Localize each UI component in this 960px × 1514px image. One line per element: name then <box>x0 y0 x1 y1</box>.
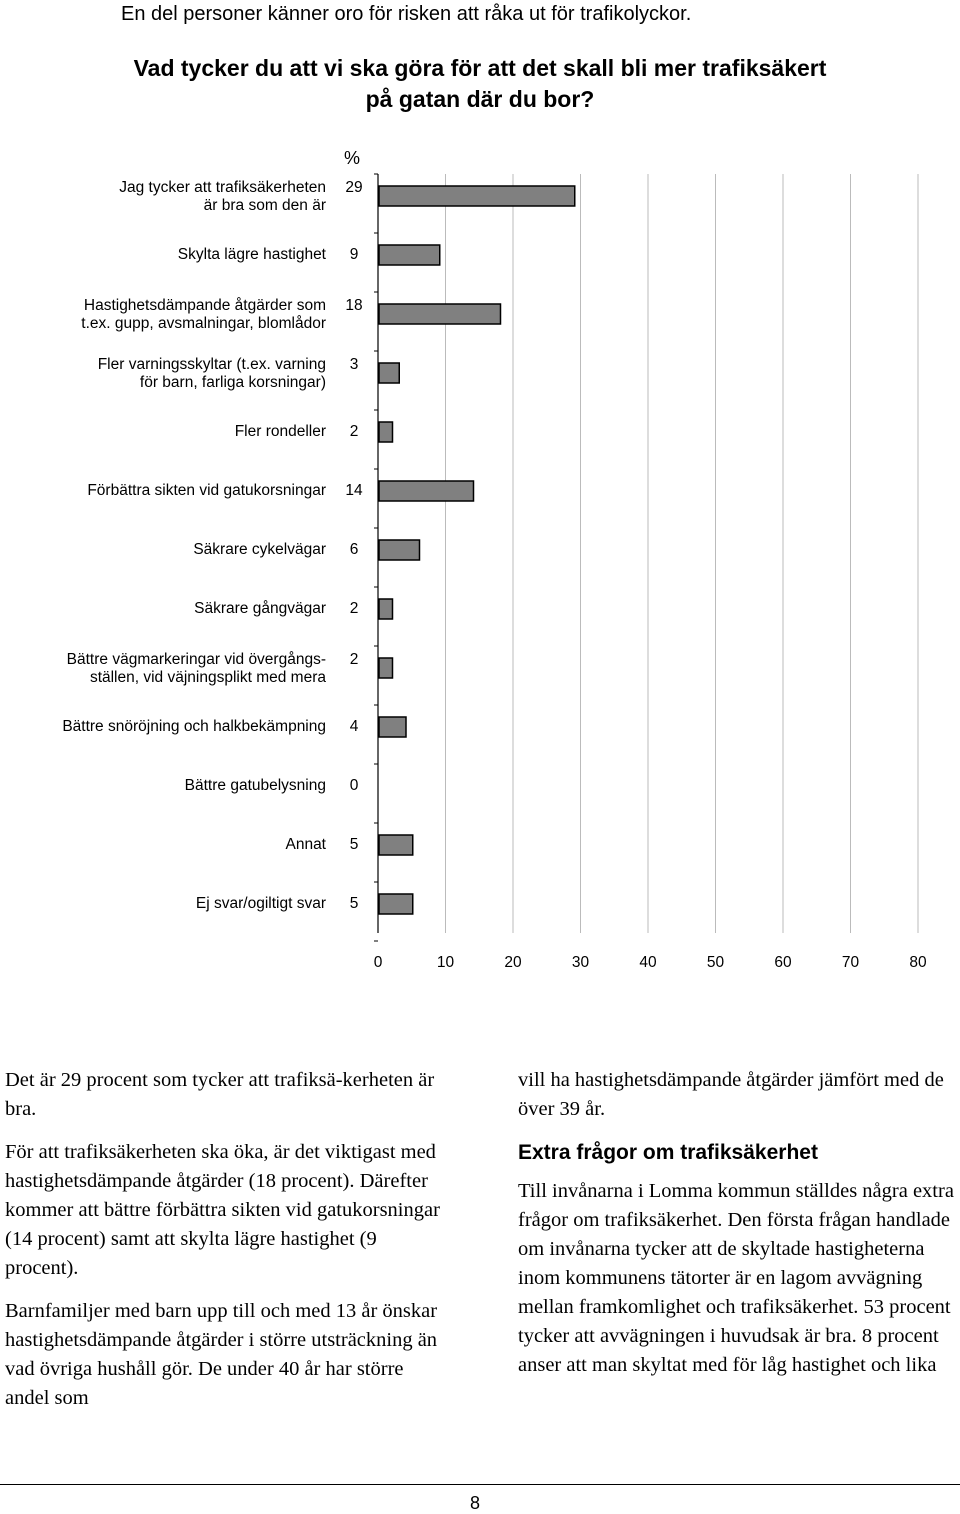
x-tick-label: 70 <box>841 954 860 971</box>
page-number: 8 <box>470 1493 481 1513</box>
body-paragraph: Det är 29 procent som tycker att trafiksä-kerheten är bra. <box>5 1069 435 1120</box>
x-tick-label: 40 <box>639 954 657 971</box>
bar-value-label: 0 <box>349 777 359 794</box>
x-tick-label: 0 <box>373 954 383 971</box>
category-label <box>119 179 326 215</box>
category-label-line: t.ex. gupp, avsmalningar, blomlådor <box>81 315 326 332</box>
body-paragraph: Till invånarna i Lomma kommun ställdes några extra frågor om trafiksäkerhet. Den första frågan handlade om invånarna tycker att de skyltade hastigheterna inom kommunens tätorter är en lagom avvägning mellan framkomlighet och trafiksäkerhet. 53 procent tycker att avvägningen i huvudsak är bra. 8 procent anser att man skyltat med för låg hastighet och lika <box>518 1180 954 1376</box>
bar <box>379 658 393 678</box>
bar-value-label: 9 <box>349 246 359 263</box>
category-label <box>81 297 326 333</box>
body-paragraph: vill ha hastighetsdämpande åtgärder jämfört med de över 39 år. <box>518 1069 944 1120</box>
bar-value-label: 2 <box>349 423 359 440</box>
category-label-line: Bättre snöröjning och halkbekämpning <box>62 718 326 735</box>
x-tick-label: 60 <box>774 954 792 971</box>
category-label-line: Jag tycker att trafiksäkerheten <box>119 179 326 196</box>
section-heading: Extra frågor om trafiksäkerhet <box>518 1141 818 1164</box>
category-label <box>194 600 326 618</box>
x-tick-label: 30 <box>571 954 590 971</box>
bar <box>379 894 413 914</box>
bar-value-label: 2 <box>349 651 359 668</box>
category-label <box>193 541 326 559</box>
category-label-line: Fler varningsskyltar (t.ex. varning <box>97 356 326 373</box>
intro-text: En del personer känner oro för risken att råka ut för trafikolyckor. <box>121 3 692 25</box>
category-label <box>235 423 326 441</box>
category-label-line: Skylta lägre hastighet <box>177 246 326 263</box>
category-label-line: Hastighetsdämpande åtgärder som <box>83 297 326 314</box>
bar <box>379 481 474 501</box>
bar <box>379 363 399 383</box>
bar-value-label: 5 <box>349 895 359 912</box>
bar-value-label: 6 <box>349 541 359 558</box>
category-label-line: för barn, farliga korsningar) <box>139 374 326 391</box>
bar-value-label: 29 <box>345 179 363 196</box>
category-label <box>67 651 326 687</box>
category-label <box>98 356 326 392</box>
x-tick-label: 50 <box>706 954 725 971</box>
category-label <box>178 246 326 264</box>
category-label-line: är bra som den är <box>203 197 326 214</box>
bar <box>379 599 393 619</box>
category-label-line: Ej svar/ogiltigt svar <box>195 895 326 912</box>
x-tick-label: 80 <box>909 954 927 971</box>
bar <box>379 304 501 324</box>
bar <box>379 835 413 855</box>
category-label <box>87 482 326 500</box>
category-label <box>185 777 326 795</box>
body-column-left <box>5 1066 450 1427</box>
question-heading: Vad tycker du att vi ska göra för att det skall bli mer trafiksäkert på gatan där du bor? <box>133 55 827 112</box>
body-paragraph: Barnfamiljer med barn upp till och med 13 år önskar hastighetsdämpande åtgärder i större utsträckning än vad övriga hushåll gör. De under 40 år har större andel som <box>5 1300 438 1409</box>
category-label-line: Säkrare gångvägar <box>194 600 326 617</box>
category-label-line: Bättre gatubelysning <box>184 777 326 794</box>
bar <box>379 422 393 442</box>
bar-value-label: 18 <box>345 297 363 314</box>
x-tick-label: 20 <box>504 954 522 971</box>
bar <box>379 186 575 206</box>
category-label-line: Fler rondeller <box>234 423 326 440</box>
bar-value-label: 4 <box>349 718 359 735</box>
category-label-line: ställen, vid väjningsplikt med mera <box>89 669 326 686</box>
bar <box>379 717 406 737</box>
category-label-line: Bättre vägmarkeringar vid övergångs- <box>66 651 326 668</box>
value-column-header: % <box>344 148 361 168</box>
category-label <box>196 895 326 913</box>
body-column-right <box>518 1066 958 1394</box>
bar-value-label: 3 <box>349 356 359 373</box>
category-label-line: Säkrare cykelvägar <box>193 541 326 558</box>
category-label <box>285 836 326 854</box>
bar <box>379 540 420 560</box>
body-paragraph: För att trafiksäkerheten ska öka, är det viktigast med hastighetsdämpande åtgärder (18 procent). Därefter kommer att bättre förbättra sikten vid gatukorsningar (14 procent) samt att skylta lägre hastighet (9 procent). <box>5 1141 440 1279</box>
bar-value-label: 2 <box>349 600 359 617</box>
footer-divider <box>0 1484 960 1485</box>
category-label <box>62 718 326 736</box>
bar <box>379 245 440 265</box>
bar-value-label: 14 <box>345 482 363 499</box>
category-label-line: Förbättra sikten vid gatukorsningar <box>87 482 326 499</box>
x-tick-label: 10 <box>436 954 455 971</box>
category-label-line: Annat <box>285 836 326 853</box>
bar-value-label: 5 <box>349 836 359 853</box>
